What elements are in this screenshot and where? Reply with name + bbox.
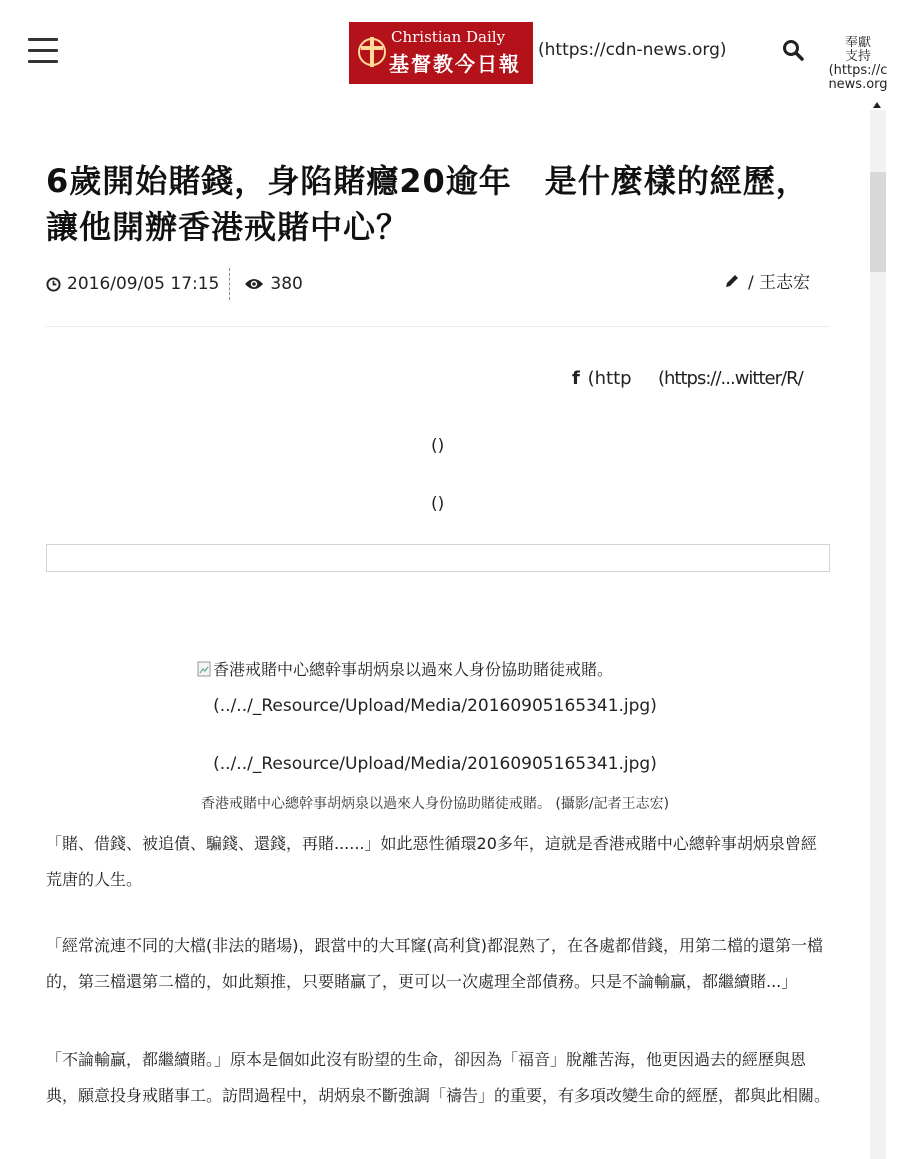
view-count: 380 <box>270 274 303 294</box>
scroll-up-arrow-icon[interactable] <box>873 102 881 108</box>
donate-line: news.org <box>828 77 888 92</box>
logo-link-text[interactable]: (https://cdn-news.org) <box>538 40 727 60</box>
clock-icon <box>46 277 61 292</box>
meta-divider <box>229 268 230 300</box>
scrollbar-thumb[interactable] <box>870 172 886 272</box>
other-share-link[interactable]: (https://...witter/R/ <box>658 368 803 389</box>
figure-caption: 香港戒賭中心總幹事胡炳泉以過來人身份協助賭徒戒賭。 (攝影/記者王志宏) <box>200 796 670 812</box>
article-title <box>46 158 846 250</box>
donate-line: (https://c <box>828 63 888 78</box>
cross-logo-icon <box>357 34 387 70</box>
divider-line <box>46 326 830 327</box>
article-paragraph: 「不論輸贏，都繼續賭。」原本是個如此沒有盼望的生命，卻因為「福音」脫離苦海，他更因過去的經歷與恩典，願意投身戒賭事工。訪問過程中，胡炳泉不斷強調「禱告」的重要，有多項改變生命的經歷，都與此相關。 <box>46 1050 831 1105</box>
pencil-icon <box>724 273 740 289</box>
search-icon[interactable] <box>782 39 804 61</box>
empty-placeholder: () <box>431 436 445 456</box>
facebook-icon[interactable]: f <box>572 368 580 389</box>
article-author[interactable] <box>724 268 810 293</box>
site-logo[interactable] <box>349 22 533 84</box>
figure-source-link[interactable]: (../../_Resource/Upload/Media/20160905165341.jpg) <box>213 696 657 716</box>
facebook-share-link[interactable]: (http <box>587 368 632 389</box>
logo-english-text: Christian Daily <box>391 28 506 46</box>
figure-source-link[interactable]: (../../_Resource/Upload/Media/20160905165341.jpg) <box>213 754 657 774</box>
empty-placeholder: () <box>431 494 445 514</box>
article-paragraph: 「賭、借錢、被追債、騙錢、還錢，再賭......」如此惡性循環20多年，這就是香港戒賭中心總幹事胡炳泉曾經荒唐的人生。 <box>46 834 817 889</box>
menu-icon[interactable] <box>28 38 58 64</box>
eye-icon <box>244 277 264 291</box>
donate-line: 奉獻 <box>844 36 871 50</box>
broken-image-icon <box>197 661 211 677</box>
figure-alt-text: 香港戒賭中心總幹事胡炳泉以過來人身份協助賭徒戒賭。 <box>213 660 614 679</box>
publish-date: 2016/09/05 17:15 <box>67 274 220 294</box>
logo-chinese-text: 基督教今日報 <box>389 52 521 76</box>
title-line-2: 讓他開辦香港戒賭中心？ <box>46 208 410 246</box>
author-name: / 王志宏 <box>748 273 811 293</box>
article-meta <box>46 268 303 300</box>
article-paragraph: 「經常流連不同的大檔(非法的賭場)，跟當中的大耳窿(高利貸)都混熟了，在各處都借錢，用第二檔的還第一檔的，第三檔還第二檔的，如此類推，只要賭贏了，更可以一次處理全部債務。只是不論輸贏，都繼續賭...」 <box>46 936 823 991</box>
embed-box[interactable] <box>46 544 830 572</box>
figure-image[interactable] <box>197 657 613 680</box>
share-bar[interactable] <box>572 368 868 392</box>
title-line-1: 6歲開始賭錢，身陷賭癮20逾年 是什麼樣的經歷， <box>46 162 809 200</box>
donate-line: 支持 <box>844 49 871 64</box>
site-header <box>0 0 900 110</box>
donate-link[interactable] <box>826 36 890 92</box>
